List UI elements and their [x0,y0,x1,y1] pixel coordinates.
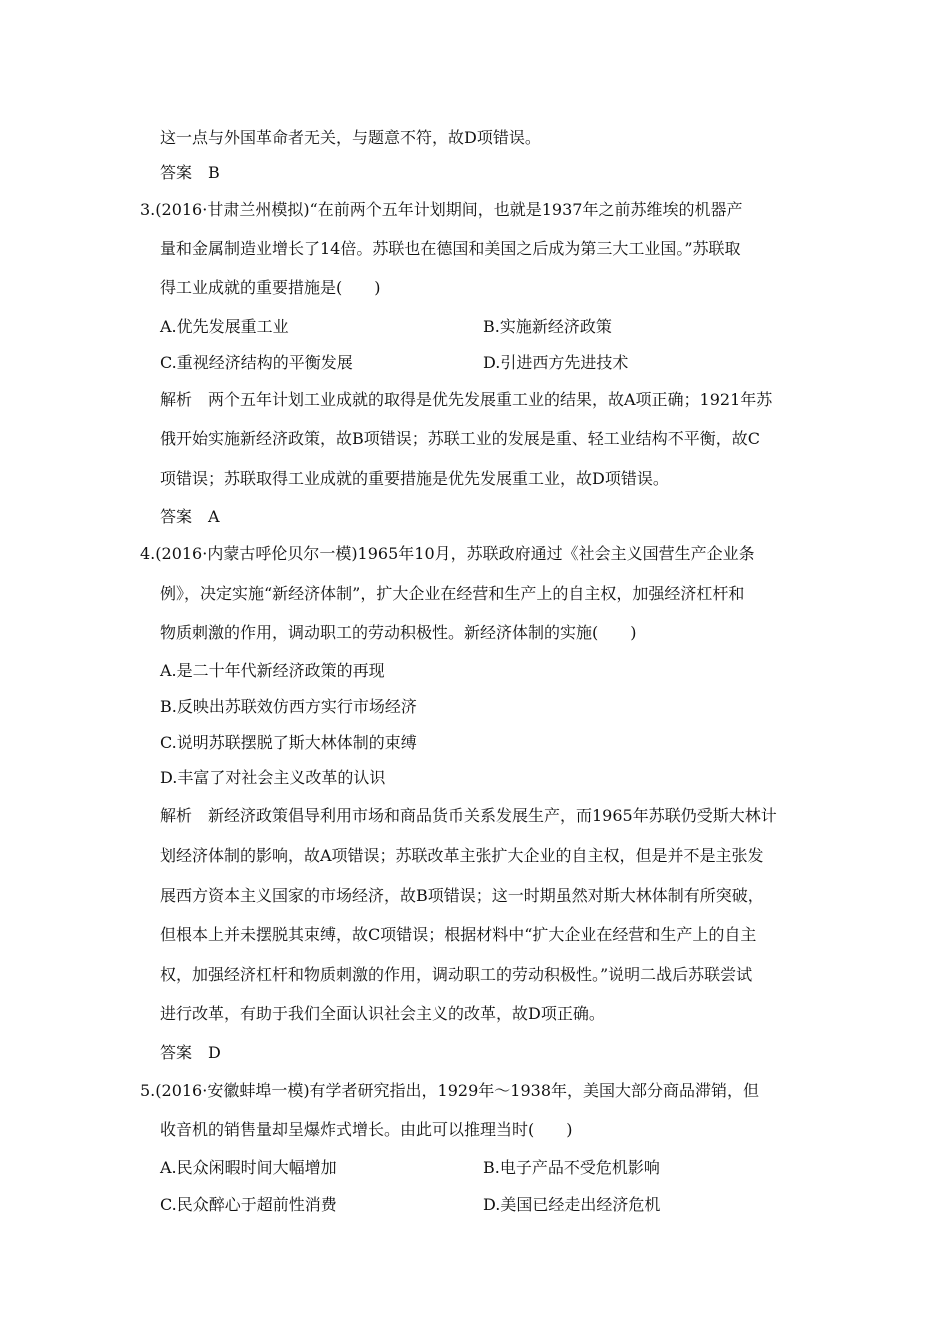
q3-option-c[interactable]: C.重视经济结构的平衡发展 [160,353,353,372]
q4-analysis-line-6: 进行改革，有助于我们全面认识社会主义的改革，故D项正确。 [160,1004,605,1023]
q4-analysis-line-3: 展西方资本主义国家的市场经济，故B项错误；这一时期虽然对斯大林体制有所突破， [160,886,764,905]
q4-answer: 答案 D [160,1043,221,1062]
prev-explanation-line: 这一点与外国革命者无关，与题意不符，故D项错误。 [160,128,541,147]
q3-option-b[interactable]: B.实施新经济政策 [483,317,612,336]
q3-answer: 答案 A [160,507,220,526]
q5-option-c[interactable]: C.民众醉心于超前性消费 [160,1195,337,1214]
q4-option-b[interactable]: B.反映出苏联效仿西方实行市场经济 [160,697,417,716]
q5-option-a[interactable]: A.民众闲暇时间大幅增加 [160,1158,337,1177]
q5-stem-line-2: 收音机的销售量却呈爆炸式增长。由此可以推理当时( ) [160,1120,573,1139]
q4-option-a[interactable]: A.是二十年代新经济政策的再现 [160,661,385,680]
q4-stem-line-3: 物质刺激的作用，调动职工的劳动积极性。新经济体制的实施( ) [160,623,637,642]
q4-option-d[interactable]: D.丰富了对社会主义改革的认识 [160,768,386,787]
q4-analysis-line-5: 权，加强经济杠杆和物质刺激的作用，调动职工的劳动积极性。”说明二战后苏联尝试 [160,965,753,984]
q3-analysis-line-3: 项错误；苏联取得工业成就的重要措施是优先发展重工业，故D项错误。 [160,469,669,488]
prev-answer: 答案 B [160,163,220,182]
q4-analysis-line-4: 但根本上并未摆脱其束缚，故C项错误；根据材料中“扩大企业在经营和生产上的自主 [160,925,757,944]
q4-stem-line-2: 例》，决定实施“新经济体制”，扩大企业在经营和生产上的自主权，加强经济杠杆和 [160,584,745,603]
q3-stem-line-1: 3.(2016·甘肃兰州模拟)“在前两个五年计划期间，也就是1937年之前苏维埃的机器产 [140,200,743,219]
q5-stem-line-1: 5.(2016·安徽蚌埠一模)有学者研究指出，1929年～1938年，美国大部分商品滞销，但 [140,1081,759,1100]
q3-option-a[interactable]: A.优先发展重工业 [160,317,289,336]
q3-analysis-line-1: 解析 两个五年计划工业成就的取得是优先发展重工业的结果，故A项正确；1921年苏 [160,390,773,409]
q3-analysis-line-2: 俄开始实施新经济政策，故B项错误；苏联工业的发展是重、轻工业结构不平衡，故C [160,429,761,448]
q5-option-d[interactable]: D.美国已经走出经济危机 [483,1195,661,1214]
q4-analysis-line-1: 解析 新经济政策倡导利用市场和商品货币关系发展生产，而1965年苏联仍受斯大林计 [160,806,777,825]
q3-stem-line-2: 量和金属制造业增长了14倍。苏联也在德国和美国之后成为第三大工业国。”苏联取 [160,239,741,258]
q5-option-b[interactable]: B.电子产品不受危机影响 [483,1158,660,1177]
q4-analysis-line-2: 划经济体制的影响，故A项错误；苏联改革主张扩大企业的自主权，但是并不是主张发 [160,846,764,865]
q3-stem-line-3: 得工业成就的重要措施是( ) [160,278,381,297]
q3-option-d[interactable]: D.引进西方先进技术 [483,353,629,372]
q4-option-c[interactable]: C.说明苏联摆脱了斯大林体制的束缚 [160,733,417,752]
q4-stem-line-1: 4.(2016·内蒙古呼伦贝尔一模)1965年10月，苏联政府通过《社会主义国营生产企业条 [140,544,755,563]
